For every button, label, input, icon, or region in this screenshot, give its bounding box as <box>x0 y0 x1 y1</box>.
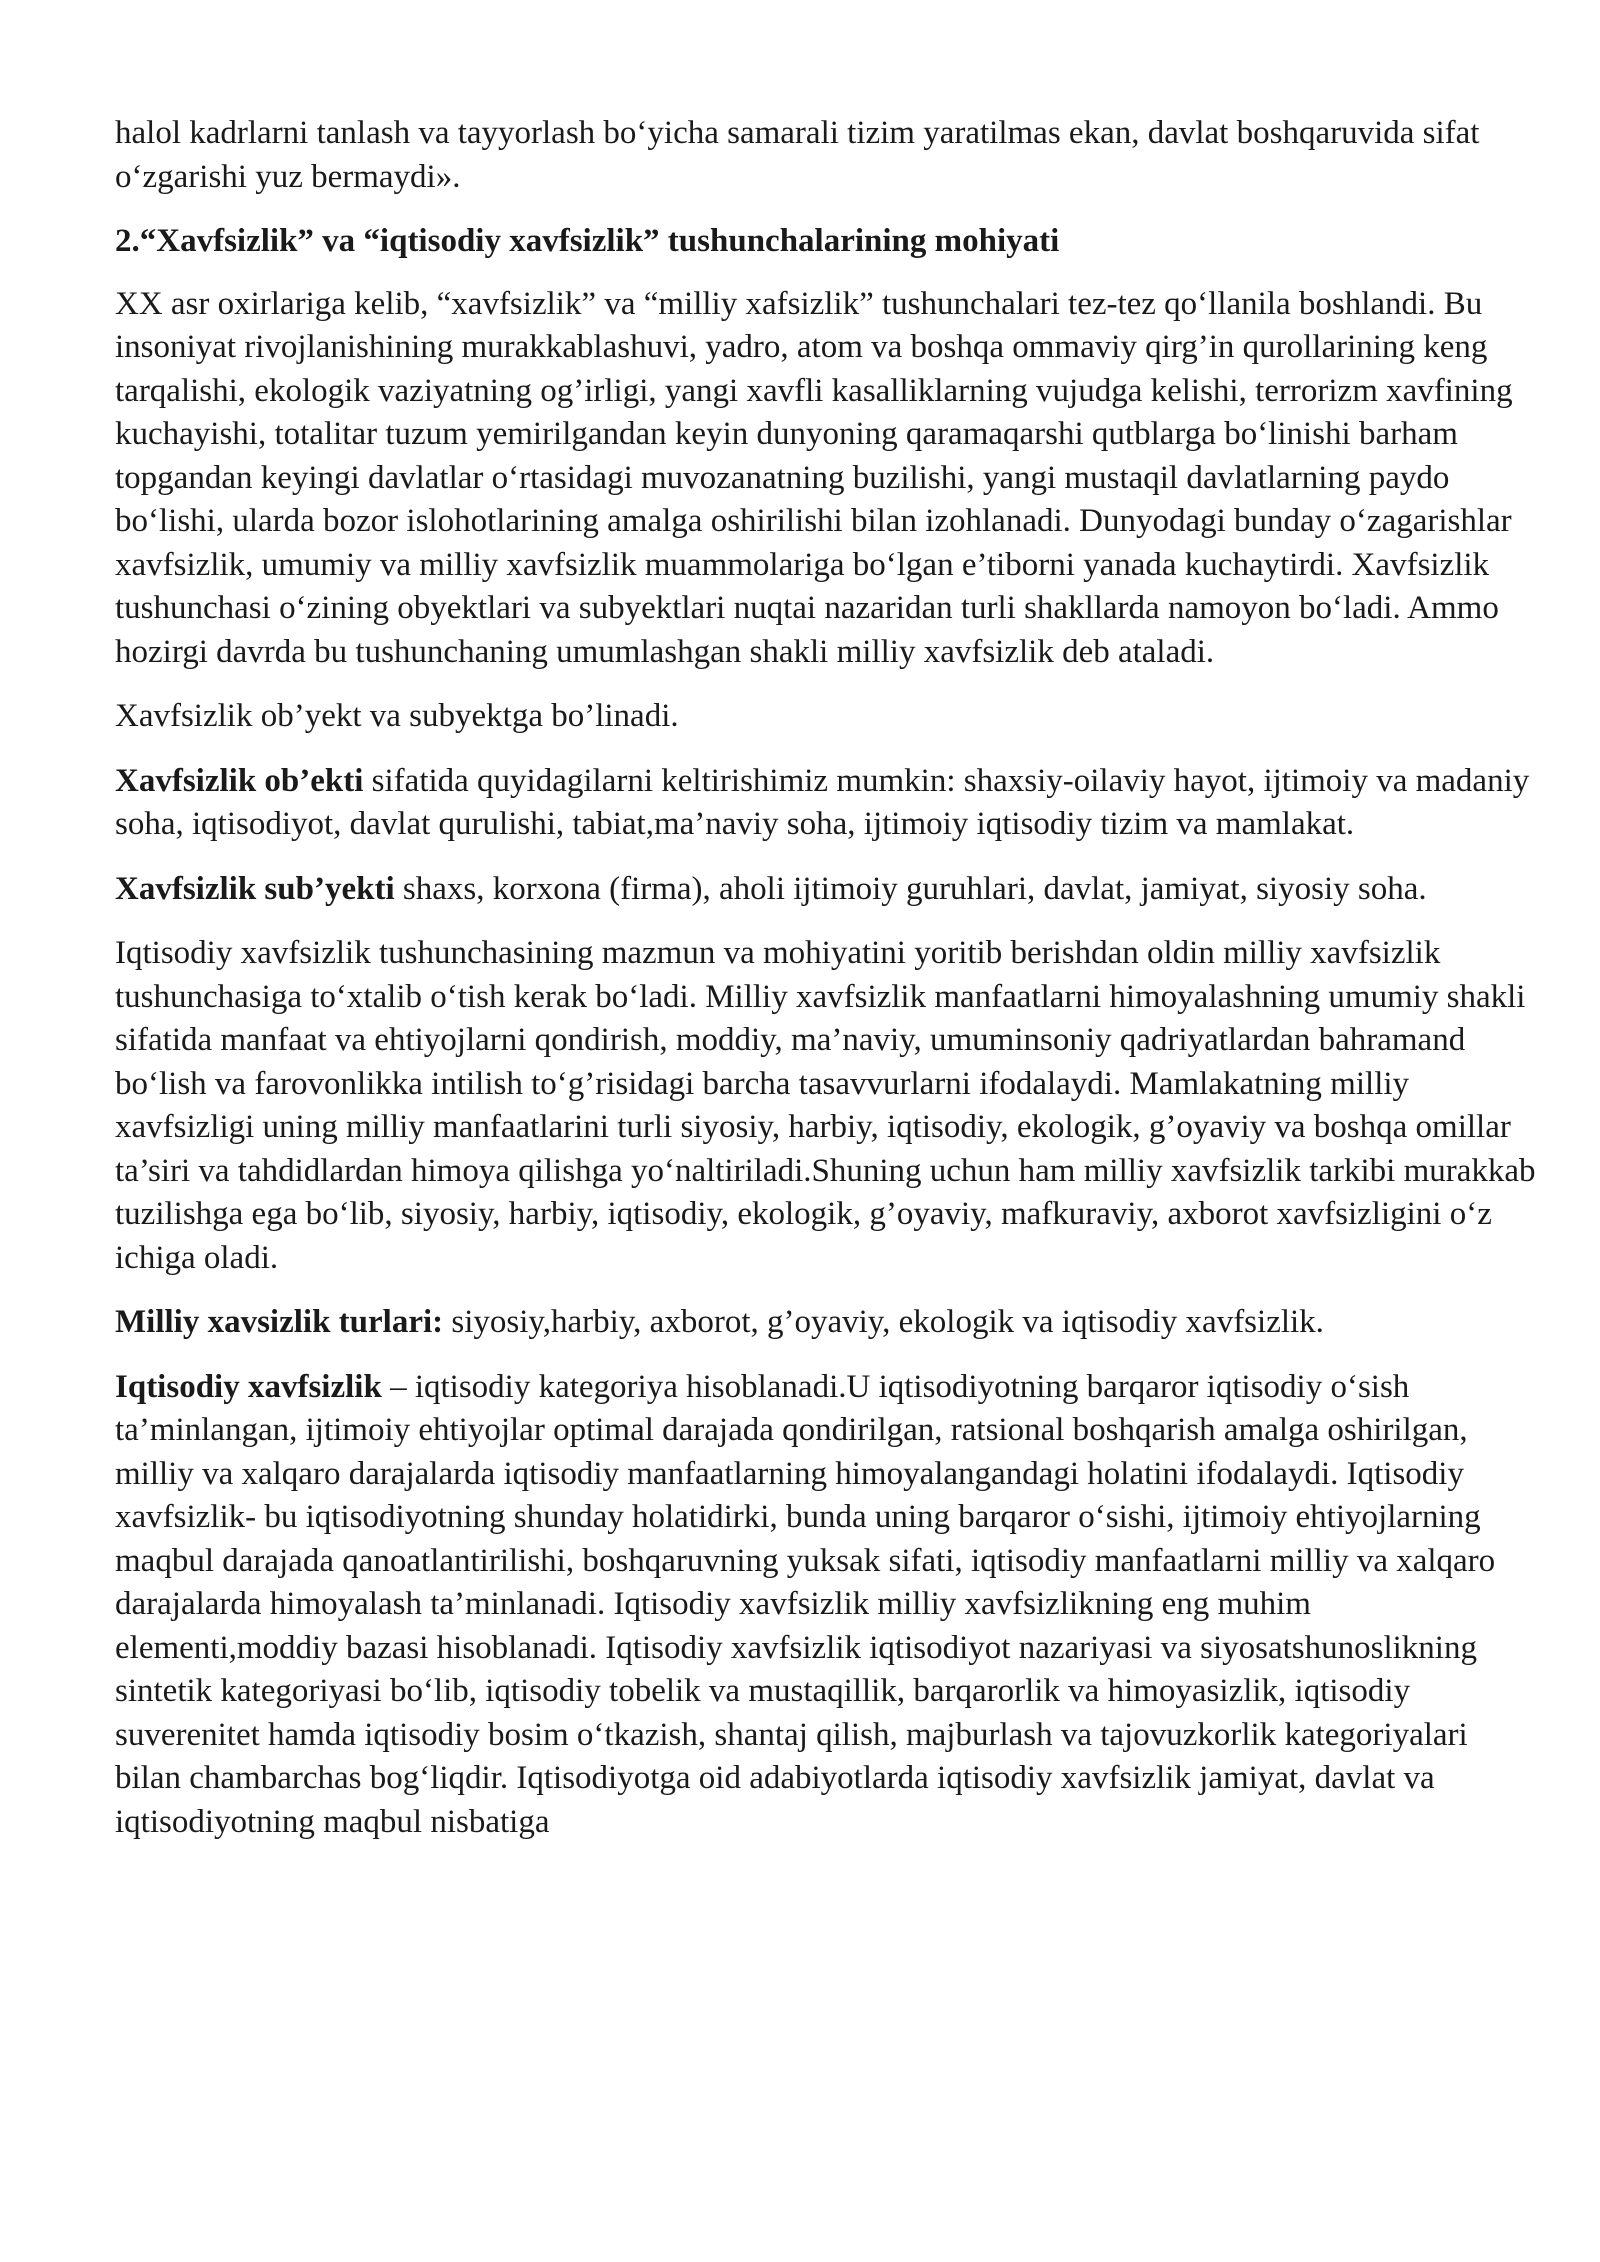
economic-security-paragraph <box>115 1366 1540 1845</box>
document-page <box>115 112 1540 1865</box>
object-definition: sifatida quyidagilarni keltirishimiz mumkin: shaxsiy-oilaviy hayot, ijtimoiy va madaniy soha, iqtisodiyot, davlat qurulishi, tabiat,ma’naviy soha, ijtimoiy iqtisodiy tizim va mamlakat. <box>115 762 1530 842</box>
history-paragraph: XX asr oxirlariga kelib, “xavfsizlik” va “milliy xafsizlik” tushunchalari tez-tez qo‘llanila boshlandi. Bu insoniyat rivojlanishining murakkablashuvi, yadro, atom va boshqa ommaviy qirg’in qurollarining keng tarqalishi, ekologik vaziyatning og’irligi, yangi xavfli kasalliklarning vujudga kelishi, terrorizm xavfining kuchayishi, totalitar tuzum yemirilgandan keyin dunyoning qaramaqarshi qutblarga bo‘linishi barham topgandan keyingi davlatlar o‘rtasidagi muvozanatning buzilishi, yangi mustaqil davlatlarning paydo bo‘lishi, ularda bozor islohotlarining amalga oshirilishi bilan izohlanadi. Dunyodagi bunday o‘zagarishlar xavfsizlik, umumiy va milliy xavfsizlik muammolariga bo‘lgan e’tiborni yanada kuchaytirdi. Xavfsizlik tushunchasi o‘zining obyektlari va subyektlari nuqtai nazaridan turli shakllarda namoyon bo‘ladi. Ammo hozirgi davrda bu tushunchaning umumlashgan shakli milliy xavfsizlik deb ataladi. <box>115 285 1513 670</box>
economic-security-term: Iqtisodiy xavfsizlik <box>115 1368 382 1405</box>
national-security-paragraph: Iqtisodiy xavfsizlik tushunchasining mazmun va mohiyatini yoritib berishdan oldin milliy xavfsizlik tushunchasiga to‘xtalib o‘tish kerak bo‘ladi. Milliy xavfsizlik manfaatlarni himoyalashning umumiy shakli sifatida manfaat va ehtiyojlarni qondirish, moddiy, ma’naviy, umuminsoniy qadriyatlardan bahramand bo‘lish va farovonlikka intilish to‘g’risidagi barcha tasavvurlarni ifodalaydi. Mamlakatning milliy xavfsizligi uning milliy manfaatlarini turli siyosiy, harbiy, iqtisodiy, ekologik, g’oyaviy va boshqa omillar ta’siri va tahdidlardan himoya qilishga yo‘naltiriladi.Shuning uchun ham milliy xavfsizlik tarkibi murakkab tuzilishga ega bo‘lib, siyosiy, harbiy, iqtisodiy, ekologik, g’oyaviy, mafkuraviy, axborot xavfsizligini o‘z ichiga oladi. <box>115 935 1536 1276</box>
intro-paragraph: halol kadrlarni tanlash va tayyorlash bo‘yicha samarali tizim yaratilmas ekan, davlat boshqaruvida sifat o‘zgarishi yuz bermaydi». <box>115 115 1480 195</box>
subject-paragraph <box>115 868 1540 912</box>
types-term: Milliy xavsizlik turlari: <box>115 1304 444 1340</box>
division-paragraph: Xavfsizlik ob’yekt va subyektga bo’linadi. <box>115 698 679 734</box>
types-paragraph <box>115 1301 1540 1345</box>
types-list: siyosiy,harbiy, axborot, g’oyaviy, ekologik va iqtisodiy xavfsizlik. <box>443 1304 1324 1340</box>
object-term: Xavfsizlik ob’ekti <box>115 762 364 799</box>
subject-definition: shaxs, korxona (firma), aholi ijtimoiy guruhlari, davlat, jamiyat, siyosiy soha. <box>394 870 1427 907</box>
object-paragraph <box>115 760 1540 847</box>
economic-security-definition: – iqtisodiy kategoriya hisoblanadi.U iqtisodiyotning barqaror iqtisodiy o‘sish ta’minlangan, ijtimoiy ehtiyojlar optimal darajada qondirilgan, ratsional boshqarish amalga oshirilgan, milliy va xalqaro darajalarda iqtisodiy manfaatlarning himoyalangandagi holatini ifodalaydi. Iqtisodiy xavfsizlik- bu iqtisodiyotning shunday holatidirki, bunda uning barqaror o‘sishi, ijtimoiy ehtiyojlarning maqbul darajada qanoatlantirilishi, boshqaruvning yuksak sifati, iqtisodiy manfaatlarni milliy va xalqaro darajalarda himoyalash ta’minlanadi. Iqtisodiy xavfsizlik milliy xavfsizlikning eng muhim elementi,moddiy bazasi hisoblanadi. Iqtisodiy xavfsizlik iqtisodiyot nazariyasi va siyosatshunoslikning sintetik kategoriyasi bo‘lib, iqtisodiy tobelik va mustaqillik, barqarorlik va himoyasizlik, iqtisodiy suverenitet hamda iqtisodiy bosim o‘tkazish, shantaj qilish, majburlash va tajovuzkorlik kategoriyalari bilan chambarchas bog‘liqdir. Iqtisodiyotga oid adabiyotlarda iqtisodiy xavfsizlik jamiyat, davlat va iqtisodiyotning maqbul nisbatiga <box>115 1368 1496 1840</box>
section-heading: 2.“Xavfsizlik” va “iqtisodiy xavfsizlik” tushunchalarining mohiyati <box>115 223 1060 259</box>
subject-term: Xavfsizlik sub’yekti <box>115 870 395 907</box>
